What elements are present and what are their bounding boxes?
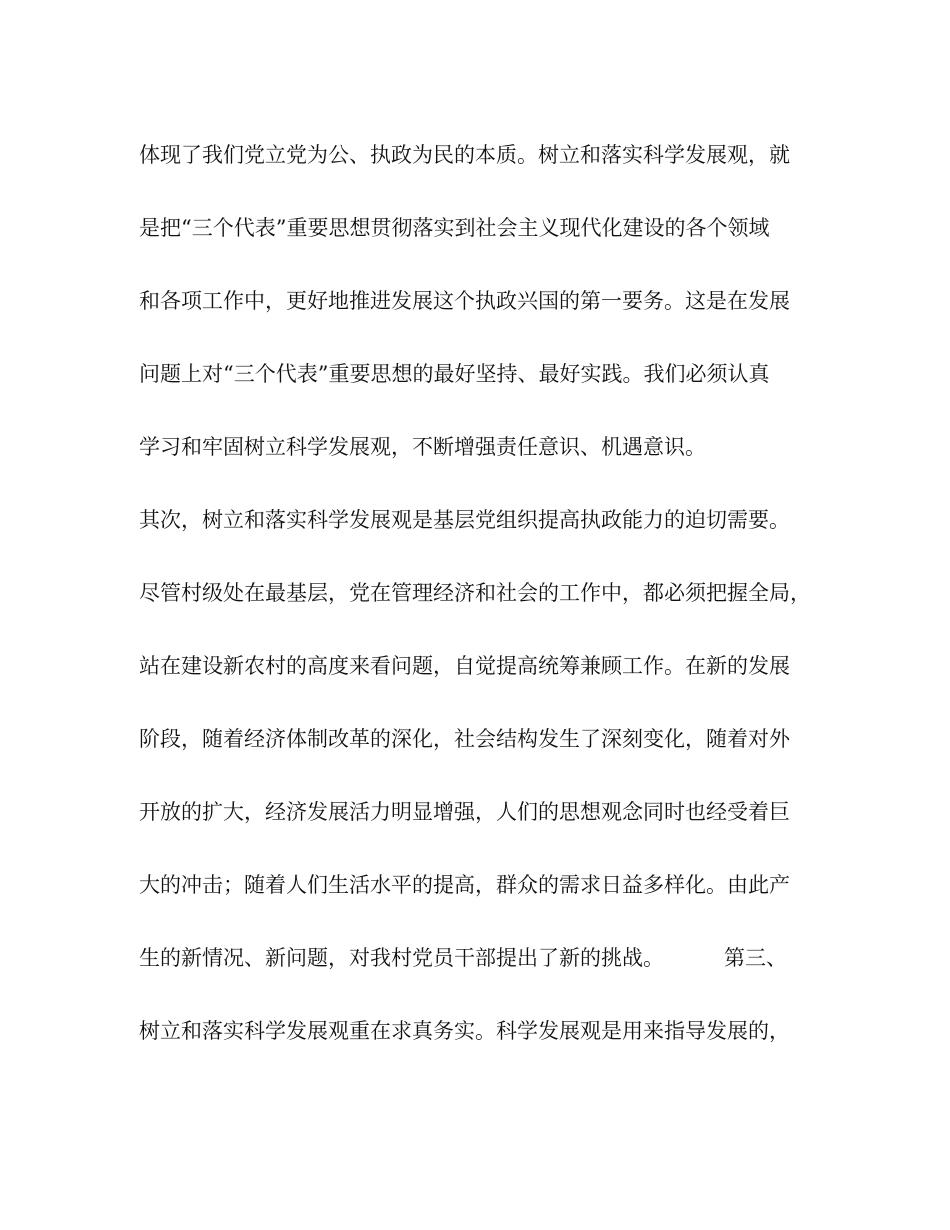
text-line-6: 其次，树立和落实科学发展观是基层党组织提高执政能力的迫切需要。 bbox=[139, 508, 790, 532]
text-line-3: 和各项工作中，更好地推进发展这个执政兴国的第一要务。这是在发展 bbox=[139, 289, 790, 313]
text-line-2: 是把“三个代表”重要思想贯彻落实到社会主义现代化建设的各个领域 bbox=[139, 216, 770, 240]
text-line-9: 阶段，随着经济体制改革的深化，社会结构发生了深刻变化，随着对外 bbox=[139, 727, 790, 751]
text-line-12-body: 生的新情况、新问题，对我村党员干部提出了新的挑战。 bbox=[139, 946, 664, 970]
text-line-7: 尽管村级处在最基层，党在管理经济和社会的工作中，都必须把握全局， bbox=[139, 581, 811, 605]
text-line-4: 问题上对“三个代表”重要思想的最好坚持、最好实践。我们必须认真 bbox=[139, 362, 770, 386]
text-line-5: 学习和牢固树立科学发展观，不断增强责任意识、机遇意识。 bbox=[139, 435, 706, 459]
text-line-8: 站在建设新农村的高度来看问题，自觉提高统筹兼顾工作。在新的发展 bbox=[139, 654, 790, 678]
text-line-11: 大的冲击；随着人们生活水平的提高，群众的需求日益多样化。由此产 bbox=[139, 873, 790, 897]
section-heading-third: 第三、 bbox=[724, 946, 787, 970]
text-line-1: 体现了我们党立党为公、执政为民的本质。树立和落实科学发展观，就 bbox=[139, 143, 790, 167]
text-line-13: 树立和落实科学发展观重在求真务实。科学发展观是用来指导发展的， bbox=[139, 1019, 790, 1043]
text-line-10: 开放的扩大，经济发展活力明显增强，人们的思想观念同时也经受着巨 bbox=[139, 800, 790, 824]
text-line-12 bbox=[139, 944, 839, 972]
